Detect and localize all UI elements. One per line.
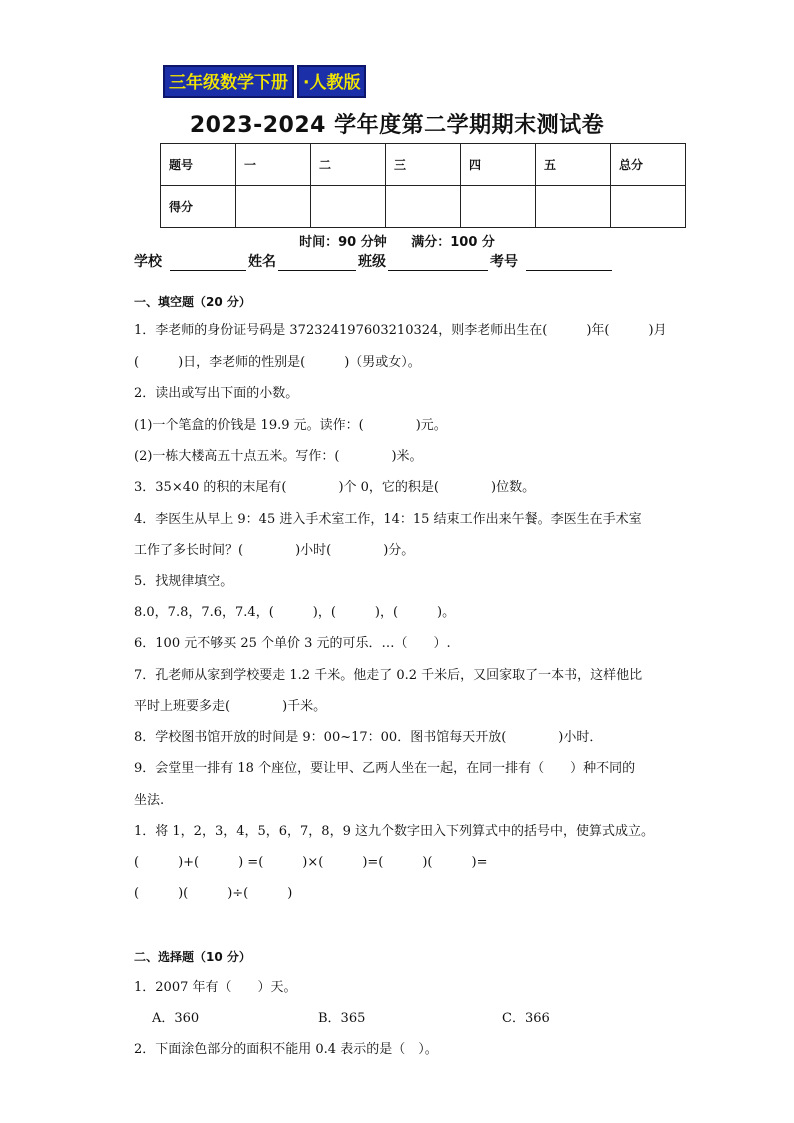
score-header-cell: 四 — [461, 144, 536, 186]
score-input-cell[interactable] — [536, 186, 611, 228]
banner-grade-label: 三年级数学下册 — [163, 65, 294, 98]
school-blank[interactable] — [170, 256, 246, 271]
question-line: ( )日，李老师的性别是( )（男或女）。 — [134, 355, 421, 370]
exam-info — [0, 231, 794, 250]
question-line: 9．会堂里一排有 18 个座位，要让甲、乙两人坐在一起，在同一排有（ ）种不同的 — [134, 761, 636, 776]
score-input-cell[interactable] — [311, 186, 386, 228]
score-header-cell: 题号 — [161, 144, 236, 186]
question-line: 6．100 元不够买 25 个单价 3 元的可乐．…（ ）. — [134, 636, 451, 651]
banner-edition-label: ·人教版 — [297, 65, 366, 98]
score-header-cell: 三 — [386, 144, 461, 186]
score-header-cell: 一 — [236, 144, 311, 186]
score-header-cell: 二 — [311, 144, 386, 186]
score-input-cell[interactable] — [386, 186, 461, 228]
question-line: 工作了多长时间？( )小时( )分。 — [134, 543, 415, 558]
question-line: 1．将 1，2，3，4，5，6，7，8，9 这九个数字田入下列算式中的括号中，使算式成立。 — [134, 824, 654, 839]
question-line: 5．找规律填空。 — [134, 574, 234, 589]
question-line: (2)一栋大楼高五十点五米。写作：( )米。 — [134, 449, 423, 464]
question-line: 3．35×40 的积的末尾有( )个 0，它的积是( )位数。 — [134, 480, 536, 495]
question-line: 8．学校图书馆开放的时间是 9：00~17：00．图书馆每天开放( )小时． — [134, 730, 603, 745]
question-line: (1)一个笔盒的价钱是 19.9 元。读作：( )元。 — [134, 418, 447, 433]
question-line: ( )( )÷( ) — [134, 886, 293, 901]
option-a: A．360 — [152, 1011, 200, 1026]
question-line: 4．李医生从早上 9：45 进入手术室工作，14：15 结束工作出来午餐。李医生在手术室 — [134, 512, 642, 527]
question-line: 7．孔老师从家到学校要走 1.2 千米。他走了 0.2 千米后，又回家取了一本书，这样他比 — [134, 668, 643, 683]
question-line: 平时上班要多走( )千米。 — [134, 699, 327, 714]
score-header-cell: 总分 — [611, 144, 686, 186]
score-input-cell[interactable] — [236, 186, 311, 228]
score-input-cell[interactable] — [611, 186, 686, 228]
exam-full-marks: 满分：100 分 — [411, 235, 495, 250]
score-header-cell: 五 — [536, 144, 611, 186]
section1-title: 一、填空题（20 分） — [134, 295, 251, 309]
question-line: 1．2007 年有（ ）天。 — [134, 980, 297, 995]
score-table-score-row — [161, 186, 686, 228]
score-table — [160, 143, 686, 228]
class-blank[interactable] — [388, 256, 488, 271]
question-line: 2．下面涂色部分的面积不能用 0.4 表示的是（ ）。 — [134, 1042, 438, 1057]
score-row-label: 得分 — [161, 186, 236, 228]
exam-time: 时间：90 分钟 — [299, 235, 387, 250]
question-line: 1．李老师的身份证号码是 372324197603210324，则李老师出生在( )年( )月 — [134, 323, 667, 338]
page-title: 2023-2024 学年度第二学期期末测试卷 — [189, 113, 605, 138]
question-line: ( )+( ) =( )×( )=( )( )= — [134, 855, 488, 870]
option-c: C．366 — [502, 1011, 550, 1026]
name-label: 姓名 — [248, 254, 276, 270]
question-line: 2．读出或写出下面的小数。 — [134, 386, 299, 401]
grade-banner — [163, 65, 366, 98]
question-line: 8.0，7.8，7.6，7.4，( )，( )，( )。 — [134, 605, 456, 620]
question-line: 坐法. — [134, 793, 165, 808]
school-label: 学校 — [134, 254, 162, 270]
option-b: B．365 — [318, 1011, 366, 1026]
student-info-line — [134, 251, 614, 271]
name-blank[interactable] — [278, 256, 356, 271]
score-input-cell[interactable] — [461, 186, 536, 228]
number-blank[interactable] — [526, 256, 612, 271]
number-label: 考号 — [490, 254, 518, 270]
class-label: 班级 — [358, 254, 386, 270]
section2-title: 二、选择题（10 分） — [134, 950, 251, 964]
score-table-header-row — [161, 144, 686, 186]
